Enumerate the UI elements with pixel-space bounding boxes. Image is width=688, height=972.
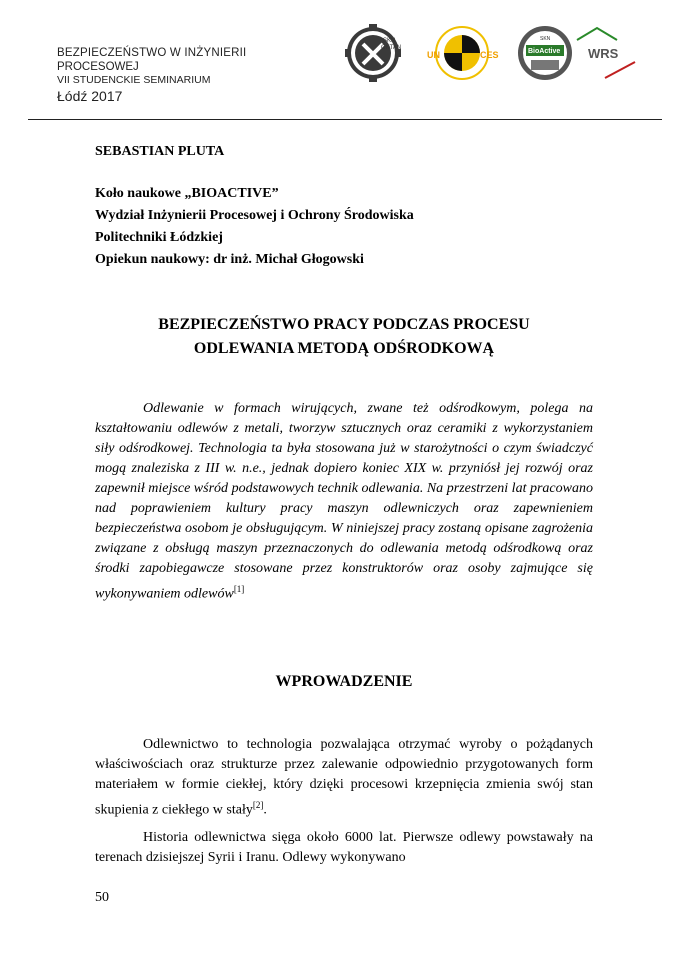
affiliation-line: Politechniki Łódzkiej	[95, 230, 223, 245]
wrs-logo	[577, 28, 635, 78]
unices-logo	[427, 27, 499, 79]
svg-text:BioActive: BioActive	[528, 48, 561, 55]
affiliation-line: Koło naukowe „BIOACTIVE”	[95, 186, 279, 201]
paper-title	[95, 313, 593, 361]
abstract-text: Odlewanie w formach wirujących, zwane też odśrodkowym, polega na kształtowaniu odlewów z metali, tworzyw sztucznych oraz ceramiki z wykorzystaniem siły odśrodkowej. Technologia ta była stosowana już w starożytności o czym świadczyć mogą znaleziska z III w. n.e., jednak dopiero koniec XIX w. przyniósł jej rozwój oraz zapewnił miejsce wśród podstawowych technik odlewania. Na przestrzeni lat pracowano nad poprawieniem kultury pracy maszyn odlewniczych oraz zapewnieniem bezpieczeństwa osobom je obsługującym. W niniejszej pracy zostaną opisane zagrożenia związane z obsługą maszyn przeznaczonych do odlewania metodą odśrodkową oraz środki zapobiegawcze stosowane przez konstruktorów oraz osoby zajmujące się wykonywaniem odlewów	[95, 401, 593, 602]
reference-marker[interactable]: [1]	[233, 584, 245, 594]
author-name: SEBASTIAN PLUTA	[95, 144, 225, 159]
conference-header	[57, 46, 246, 105]
title-line-1: BEZPIECZEŃSTWO PRACY PODCZAS PROCESU	[158, 316, 530, 333]
body-paragraph: Historia odlewnictwa sięga około 6000 lat. Pierwsze odlewy powstawały na terenach dzisiejszej Syrii i Iranu. Odlewy wykonywano	[95, 830, 593, 865]
affiliation-line: Wydział Inżynierii Procesowej i Ochrony Środowiska	[95, 208, 414, 223]
skn-oktan-logo	[345, 24, 401, 82]
section-heading: WPROWADZENIE	[275, 673, 413, 690]
title-line-2: ODLEWANIA METODĄ ODŚRODKOWĄ	[193, 340, 495, 357]
affiliation-block	[95, 183, 414, 271]
svg-text:WRS: WRS	[588, 46, 619, 61]
header-line-3: VII STUDENCKIE SEMINARIUM	[57, 74, 211, 86]
abstract	[95, 399, 593, 605]
svg-text:OKTAN: OKTAN	[381, 45, 402, 51]
reference-marker[interactable]: [2]	[252, 800, 264, 810]
svg-text:CES: CES	[480, 50, 499, 60]
paragraph-text: Odlewnictwo to technologia pozwalająca otrzymać wyroby o pożądanych właściwościach oraz strukturze przez zalewanie odpowiednio przygotowanych form materiałem w formie ciekłej, który dzięki procesowi krzepnięcia zmienia swój stan skupienia z ciekłego w stały	[95, 737, 593, 818]
page-number: 50	[95, 890, 109, 905]
header-divider	[28, 119, 662, 120]
svg-text:UN: UN	[427, 50, 440, 60]
bioactive-logo	[518, 26, 572, 80]
header-line-1: BEZPIECZEŃSTWO W INŻYNIERII	[57, 47, 247, 59]
organizer-logos	[345, 20, 645, 90]
svg-text:SKN: SKN	[540, 36, 551, 42]
body-paragraph	[95, 735, 593, 821]
svg-text:SKN: SKN	[383, 38, 396, 44]
paragraph-end: .	[263, 802, 267, 818]
header-line-4: Łódź 2017	[57, 88, 123, 104]
header-line-2: PROCESOWEJ	[57, 61, 139, 73]
affiliation-line: Opiekun naukowy: dr inż. Michał Głogowski	[95, 252, 364, 267]
